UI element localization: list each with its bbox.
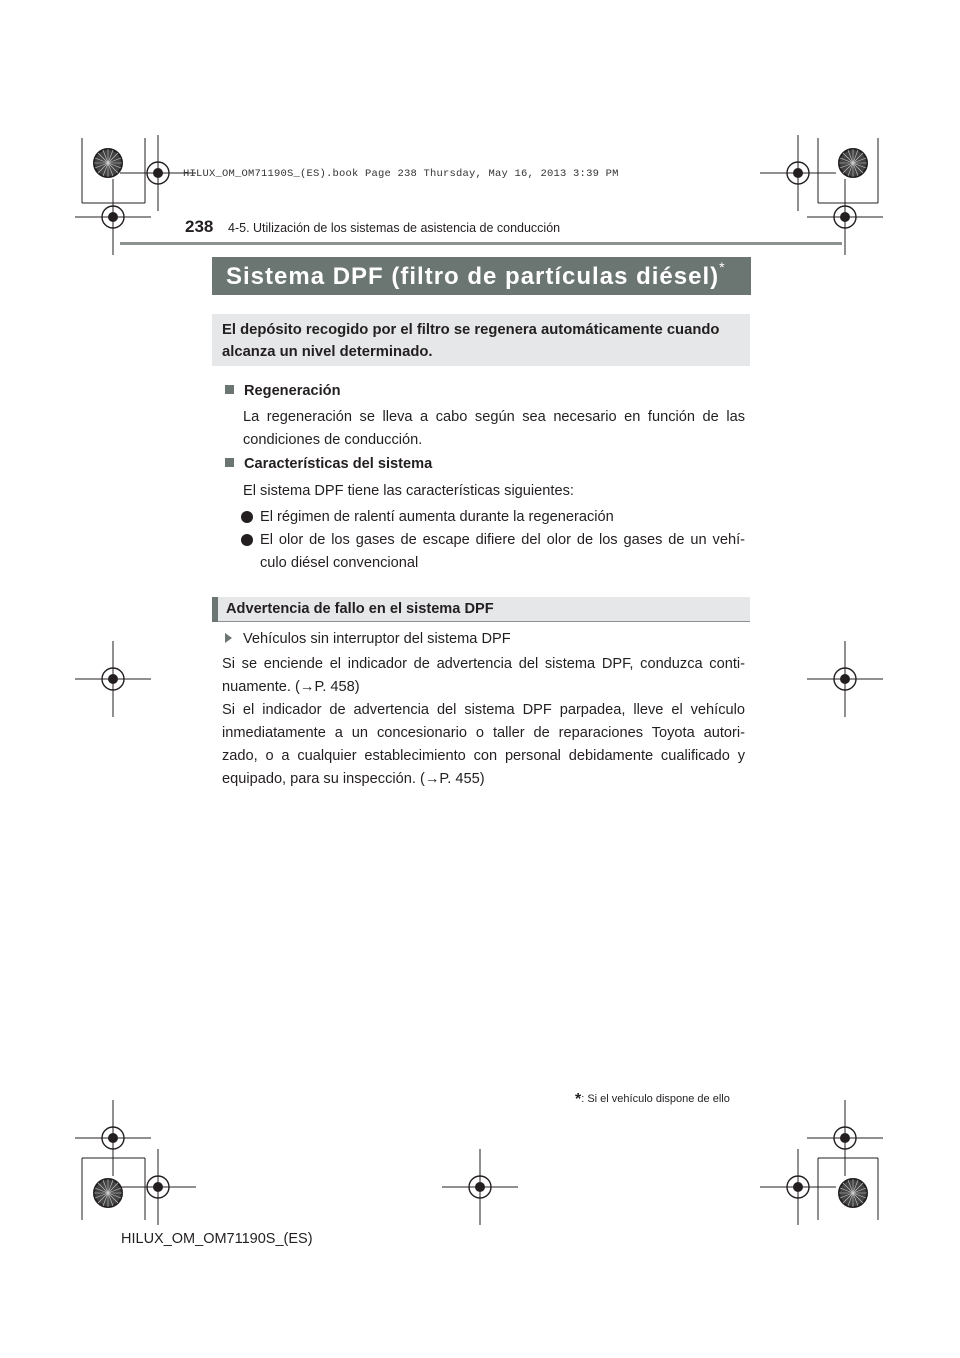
features-bullet-2 <box>241 529 745 577</box>
regeneration-line2: condiciones de conducción. <box>243 432 423 448</box>
footnote <box>575 1089 730 1107</box>
warning-p2-line3: zado, o a cualquier establecimiento con personal debidamente cualificado y <box>222 748 745 764</box>
title-text: Sistema DPF (filtro de partículas diésel) <box>226 263 720 290</box>
warning-p2-line4: equipado, para su inspección. (→P. 455) <box>222 771 485 787</box>
warning-p1-line2: nuamente. (→P. 458) <box>222 679 360 695</box>
square-bullet-icon <box>225 458 234 467</box>
warning-p2-line2: inmediatamente a un concesionario o taller de reparaciones Toyota autori- <box>222 725 745 741</box>
section-title: 4-5. Utilización de los sistemas de asistencia de conducción <box>228 221 561 235</box>
features-heading <box>225 456 432 472</box>
warning-subitem-text: Vehículos sin interruptor del sistema DPF <box>243 631 511 647</box>
title-asterisk: * <box>719 259 726 275</box>
print-info: HILUX_OM_OM71190S_(ES).book Page 238 Thursday, May 16, 2013 3:39 PM <box>183 168 619 180</box>
square-bullet-icon <box>225 385 234 394</box>
document-id: HILUX_OM_OM71190S_(ES) <box>121 1231 313 1247</box>
header-rule <box>120 242 842 245</box>
warning-subitem <box>225 628 511 651</box>
regeneration-heading <box>225 383 341 399</box>
footnote-text: : Si el vehículo dispone de ello <box>581 1093 730 1105</box>
round-bullet-icon <box>241 511 253 523</box>
features-bullet-1 <box>241 506 745 530</box>
regeneration-line1: La regeneración se lleva a cabo según sea necesario en función de las <box>243 409 745 425</box>
page-title <box>212 257 751 295</box>
warning-p2-line1: Si el indicador de advertencia del sistema DPF parpadea, lleve el vehículo <box>222 702 745 718</box>
triangle-bullet-icon <box>225 633 232 643</box>
features-heading-text: Características del sistema <box>244 456 433 472</box>
warning-heading-bar <box>212 597 750 622</box>
features-lead: El sistema DPF tiene las características siguientes: <box>243 483 574 499</box>
intro-box: El depósito recogido por el filtro se regenera automáticamente cuando alcanza un nivel determinado. <box>212 314 750 366</box>
page-number: 238 <box>185 217 214 236</box>
regeneration-heading-text: Regeneración <box>244 383 341 399</box>
warning-p1-line1: Si se enciende el indicador de advertencia del sistema DPF, conduzca conti- <box>222 656 745 672</box>
warning-heading: Advertencia de fallo en el sistema DPF <box>226 601 494 617</box>
round-bullet-icon <box>241 534 253 546</box>
heading-accent <box>212 597 218 622</box>
footnote-asterisk: * <box>575 1091 582 1108</box>
features-bullet-2-line1: El olor de los gases de escape difiere del olor de los gases de un vehí- <box>260 532 745 548</box>
features-bullet-1-text: El régimen de ralentí aumenta durante la regeneración <box>260 509 614 525</box>
features-bullet-2-line2: culo diésel convencional <box>260 555 419 571</box>
